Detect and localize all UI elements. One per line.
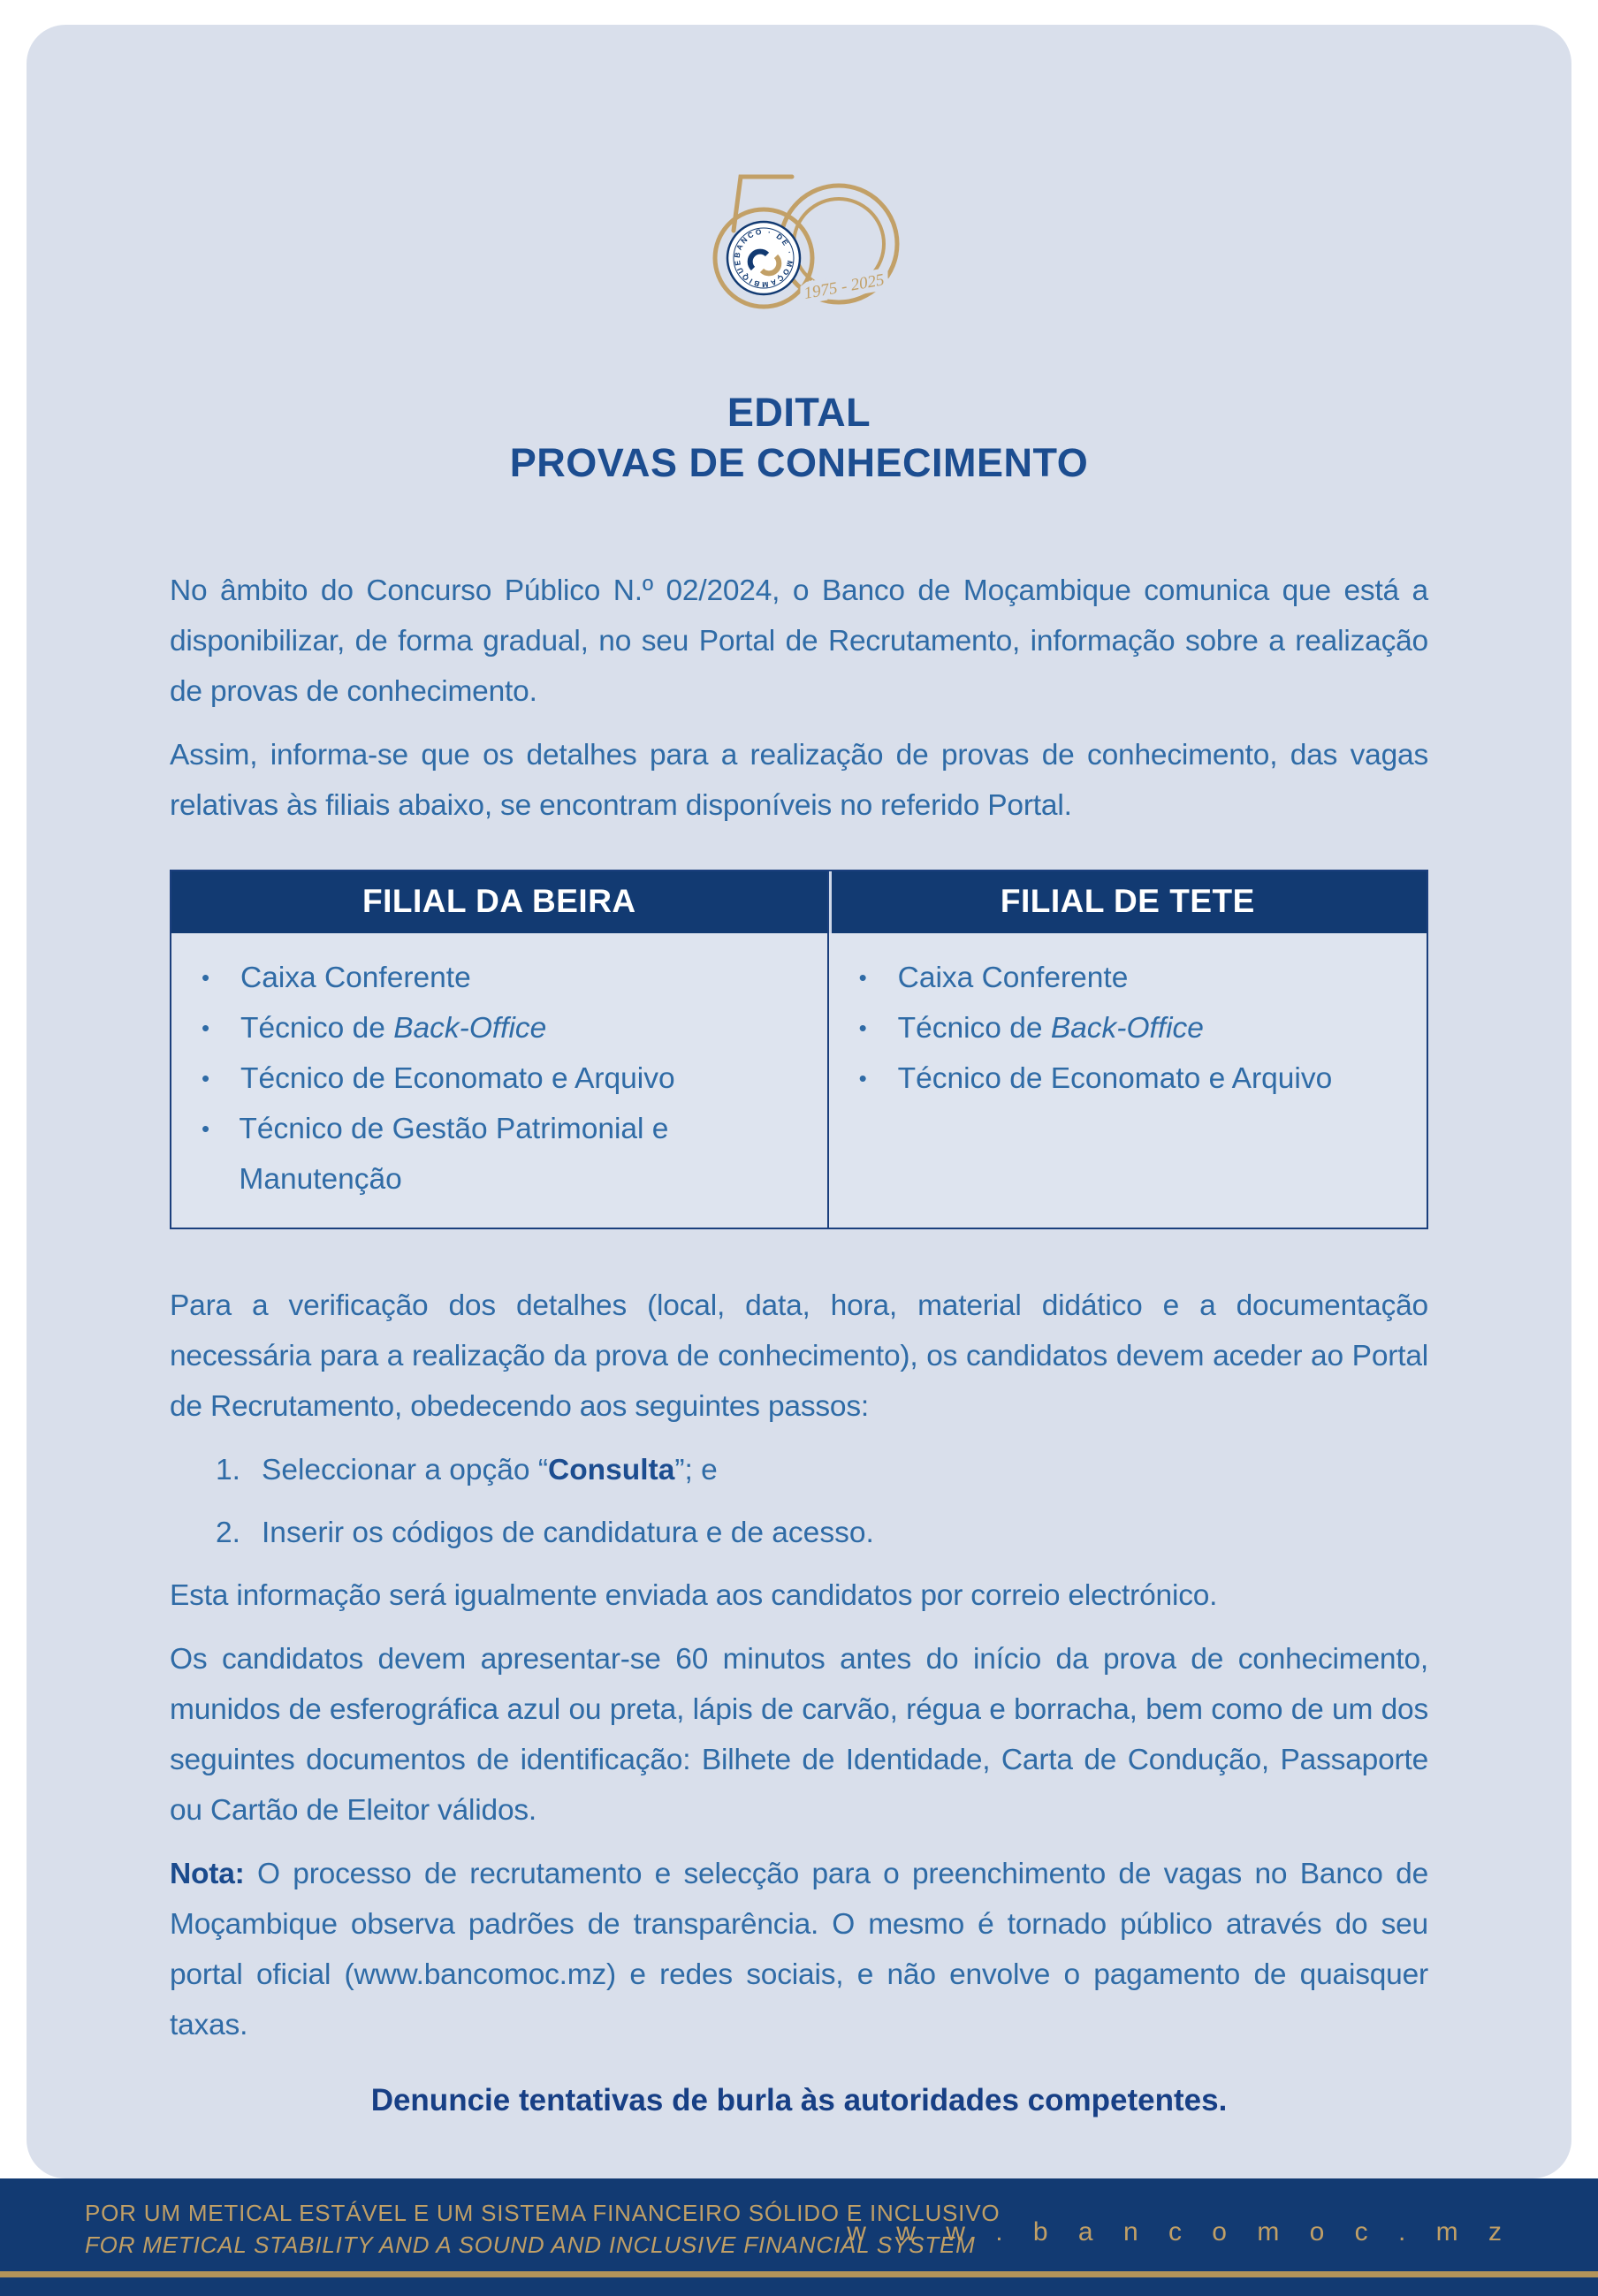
bank-50th-anniversary-logo xyxy=(658,145,940,332)
footer-slogan-pt: POR UM METICAL ESTÁVEL E UM SISTEMA FINANCEIRO SÓLIDO E INCLUSIVO xyxy=(85,2200,1001,2226)
details-paragraph: Para a verificação dos detalhes (local, data, hora, material didático e a documentação necessária para a realização da prova de conhecimento), os candidatos devem aceder ao Portal de Recrutamento, obedecendo aos seguintes passos: xyxy=(170,1289,1428,1423)
table-row: • Técnico de Economato e Arquivo xyxy=(196,1053,818,1104)
step-number: 1. xyxy=(216,1454,240,1486)
nota-label: Nota: xyxy=(170,1858,245,1890)
bullet-icon: • xyxy=(202,964,210,991)
table-row: • Caixa Conferente xyxy=(854,953,1418,1003)
table-row: • Caixa Conferente xyxy=(196,953,818,1003)
anniversary-years-label: 1975 - 2025 xyxy=(803,270,887,303)
step-1: 1. Seleccionar a opção “Consulta”; e xyxy=(216,1445,1428,1495)
page-title xyxy=(27,387,1571,488)
table-header-beira: FILIAL DA BEIRA xyxy=(171,871,827,933)
document-card xyxy=(27,25,1571,2178)
footer-website: w w w . b a n c o m o c . m z xyxy=(847,2217,1513,2247)
intro-paragraph-1: No âmbito do Concurso Público N.º 02/2024, o Banco de Moçambique comunica que está a disponibilizar, de forma gradual, no seu Portal de Recrutamento, informação sobre a realização de provas de conhecimento. xyxy=(170,574,1428,708)
logo-50-icon xyxy=(658,145,940,332)
steps-list xyxy=(216,1445,1428,1558)
nota-paragraph: Nota: O processo de recrutamento e selecção para o preenchimento de vagas no Banco de Moçambique observa padrões de transparência. O mesmo é tornado público através do seu portal oficial (www.bancomoc.mz) e redes sociais, e não envolve o pagamento de quaisquer taxas. xyxy=(170,1858,1428,2041)
vacancies-table xyxy=(170,870,1428,1229)
table-row: • Técnico de Back-Office xyxy=(854,1003,1418,1053)
table-row: • Técnico de Back-Office xyxy=(196,1003,818,1053)
table-column-beira xyxy=(171,871,827,1228)
step-2: 2. Inserir os códigos de candidatura e de acesso. xyxy=(216,1508,1428,1558)
attendance-paragraph: Os candidatos devem apresentar-se 60 minutos antes do início da prova de conhecimento, munidos de esferográfica azul ou preta, lápis de carvão, régua e borracha, bem como de um dos seguintes documentos de identificação: Bilhete de Identidade, Carta de Condução, Passaporte ou Cartão de Eleitor válidos. xyxy=(170,1643,1428,1827)
step-number: 2. xyxy=(216,1517,240,1549)
title-line-1: EDITAL xyxy=(727,390,871,435)
footer-slogan-en: FOR METICAL STABILITY AND A SOUND AND INCLUSIVE FINANCIAL SYSTEM xyxy=(85,2231,976,2258)
bullet-icon: • xyxy=(202,1015,210,1041)
intro-paragraph-2: Assim, informa-se que os detalhes para a realização de provas de conhecimento, das vagas relativas às filiais abaixo, se encontram disponíveis no referido Portal. xyxy=(170,739,1428,822)
footer-gold-rule xyxy=(0,2271,1598,2277)
bullet-icon: • xyxy=(202,1115,210,1142)
email-paragraph: Esta informação será igualmente enviada aos candidatos por correio electrónico. xyxy=(170,1579,1218,1612)
table-column-tete xyxy=(827,871,1427,1228)
bullet-icon: • xyxy=(858,964,867,991)
table-row: • Técnico de Gestão Patrimonial e Manutenção xyxy=(196,1104,818,1205)
bullet-icon: • xyxy=(858,1015,867,1041)
table-row: • Técnico de Economato e Arquivo xyxy=(854,1053,1418,1104)
bullet-icon: • xyxy=(858,1065,867,1091)
consulta-option-label: Consulta xyxy=(548,1454,675,1486)
table-header-tete: FILIAL DE TETE xyxy=(829,871,1427,933)
bank-seal-text: BANCO · DE · MOÇAMBIQUE xyxy=(732,226,795,290)
bullet-icon: • xyxy=(202,1065,210,1091)
document-body xyxy=(27,566,1571,2178)
fraud-warning: Denuncie tentativas de burla às autoridades competentes. xyxy=(370,2083,1228,2117)
footer-band xyxy=(0,2178,1598,2296)
title-line-2: PROVAS DE CONHECIMENTO xyxy=(509,440,1089,485)
